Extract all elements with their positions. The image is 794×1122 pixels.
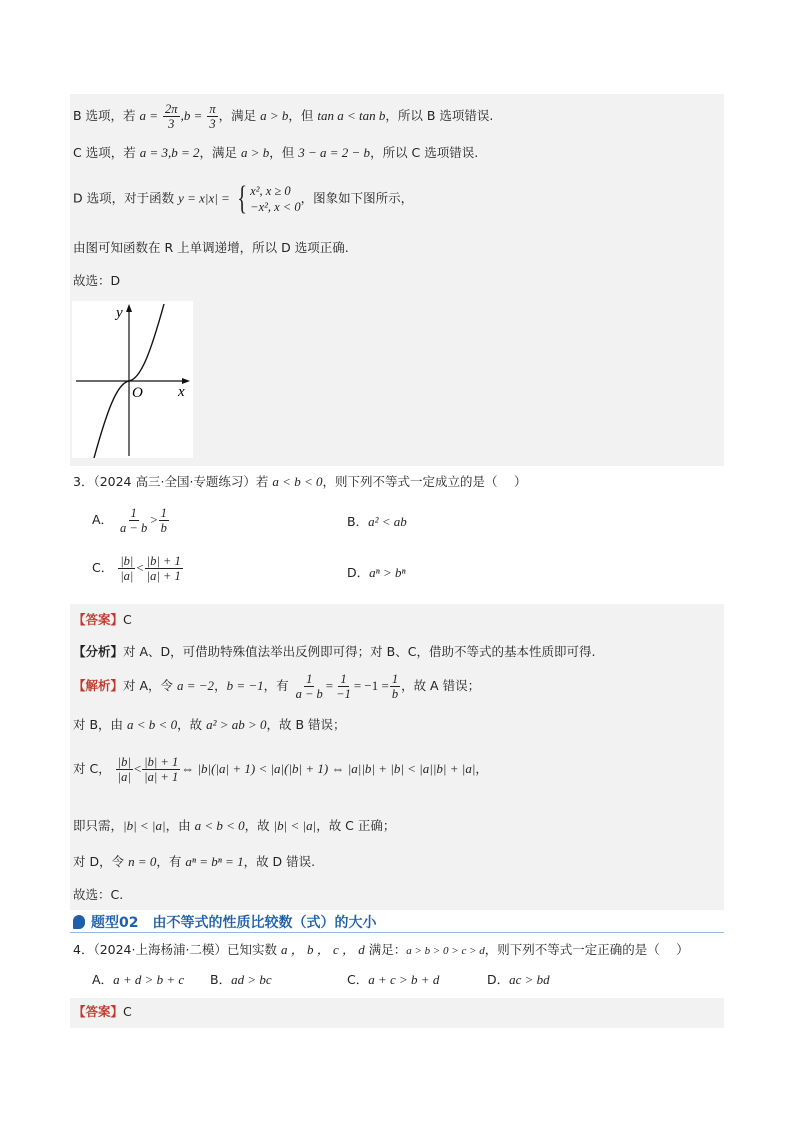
- x-axis-label: x: [178, 384, 185, 400]
- fraction: $\frac{\pi}{3}$: [209, 102, 216, 131]
- q3-option-b[interactable]: B．a² < ab: [347, 514, 407, 529]
- q4-answer: 【答案】C: [73, 1004, 132, 1019]
- d-option-line: D 选项，对于函数 y = x|x| = { x², x ≥ 0 −x², x < 0 ，图象如下图所示，: [73, 180, 414, 217]
- q4-option-b[interactable]: B．ad > bc: [210, 972, 272, 987]
- y-axis-label: y: [116, 305, 123, 321]
- q3-answer: 【答案】C: [73, 612, 132, 627]
- q4-stem: 4．（2024·上海杨浦·二模）已知实数 a ， b ， c ， d 满足：a > b > 0 > c > d，则下列不等式一定正确的是（ ）: [73, 942, 689, 957]
- q4-option-c[interactable]: C．a + c > b + d: [347, 972, 440, 987]
- q4-option-a[interactable]: A．a + d > b + c: [92, 972, 185, 987]
- q3-solution-b: 对 B，由 a < b < 0，故 a² > ab > 0，故 B 错误；: [73, 717, 346, 732]
- origin-label: O: [132, 385, 143, 401]
- piecewise-function: { x², x ≥ 0 −x², x < 0: [237, 180, 301, 217]
- d-conclusion: 由图可知函数在 R 上单调递增，所以 D 选项正确.: [73, 240, 349, 255]
- q3-option-c[interactable]: C． $\frac{|b|}{|a|}$ < $\frac{|b| + 1}{|a| + 1}$: [92, 554, 181, 583]
- q3-option-d[interactable]: D．aⁿ > bⁿ: [347, 565, 406, 580]
- q3-analysis: 【分析】对 A、D，可借助特殊值法举出反例即可得；对 B、C，借助不等式的基本性质即可得.: [73, 644, 596, 659]
- section-heading: [73, 912, 376, 932]
- q3-solution-d: 对 D，令 n = 0，有 aⁿ = bⁿ = 1，故 D 错误.: [73, 854, 316, 869]
- choose-d: 故选：D: [73, 273, 121, 288]
- q3-choose: 故选：C.: [73, 887, 124, 902]
- q4-option-d[interactable]: D．ac > bd: [487, 972, 550, 987]
- graph-svg: [72, 301, 193, 458]
- section-badge-text: 题型02: [91, 915, 139, 931]
- answer-block-q4: [70, 998, 724, 1028]
- section-badge-icon: [73, 915, 85, 929]
- c-option-line: C 选项，若 a = 3,b = 2，满足 a > b，但 3 − a = 2 − b，所以 C 选项错误.: [73, 145, 479, 160]
- b-option-line: B 选项，若 a = $\frac{2\pi}{3}$ ,b = $\frac{\pi}{3}$ ，满足 a > b，但 tan a < tan b，所以 B 选项错误.: [73, 102, 494, 131]
- function-graph: [72, 301, 193, 458]
- section-title: 由不等式的性质比较数（式）的大小: [152, 915, 377, 931]
- q3-solution-a: 【解析】对 A，令 a = −2，b = −1，有 $\frac{1}{a - b}$ = $\frac{1}{-1}$ = −1 = $\frac{1}{b}$ ，故 A 错误；: [73, 672, 481, 701]
- fraction: $\frac{2\pi}{3}$: [165, 102, 178, 131]
- section-divider: [70, 932, 724, 933]
- q3-need: 即只需，|b| < |a|，由 a < b < 0，故 |b| < |a|，故 C 正确；: [73, 818, 396, 833]
- q3-stem: 3．（2024 高三·全国·专题练习）若 a < b < 0，则下列不等式一定成立的是（ ）: [73, 474, 527, 489]
- q3-option-a[interactable]: A． $\frac{1}{a - b}$ > $\frac{1}{b}$: [92, 506, 167, 535]
- q3-solution-c: 对 C， $\frac{|b|}{|a|}$ < $\frac{|b| + 1}{|a| + 1}$ ⇔ |b|(|a| + 1) < |a|(|b| + 1) ⇔ |a||b| + |b| < |a||b| + |a|，: [73, 755, 488, 784]
